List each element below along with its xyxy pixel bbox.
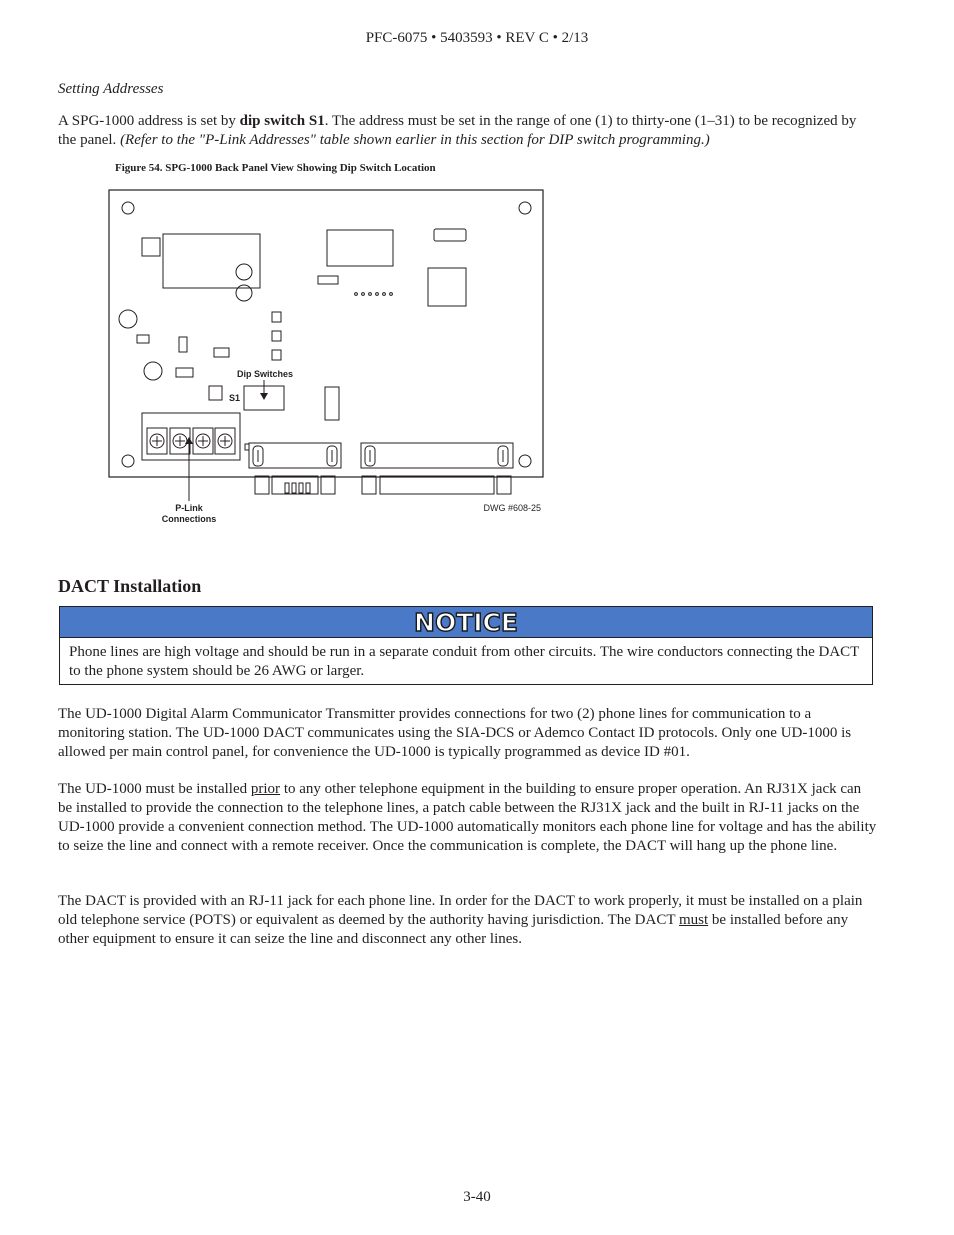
spg1000-back-panel-diagram: [100, 188, 560, 533]
plink-label-line2: Connections: [161, 514, 217, 524]
component: [428, 268, 466, 306]
dact-paragraph-1: The UD-1000 Digital Alarm Communicator Transmitter provides connections for two (2) phone lines for communication to a monitoring station. The UD-1000 DACT communicates using the SIA-DCS or Ademco Contact ID protocols. Only one UD-1000 is allowed per main control panel, for convenience the UD-1000 is typically programmed as device ID #01.: [58, 706, 852, 760]
figure-caption: Figure 54. SPG-1000 Back Panel View Showing Dip Switch Location: [115, 162, 436, 174]
dact-installation-heading: DACT Installation: [58, 576, 202, 596]
notice-box: [59, 606, 873, 685]
p3-underline: must: [678, 912, 709, 928]
p3-text-2: be installed before any other equipment to ensure it can seize the line and disconnect any other lines.: [58, 912, 849, 947]
component: [272, 350, 281, 360]
notice-title: NOTICE: [414, 607, 518, 637]
component: [318, 276, 338, 284]
component: [179, 337, 187, 352]
addr-text-italic: (Refer to the "P-Link Addresses" table shown earlier in this section for DIP switch programming.): [120, 132, 710, 148]
notice-banner: [60, 607, 872, 638]
addr-text-bold: dip switch S1: [239, 113, 325, 129]
component: [209, 386, 222, 400]
notice-text: Phone lines are high voltage and should be run in a separate conduit from other circuits. The wire conductors connecting the DACT to the phone system should be 26 AWG or larger.: [69, 644, 860, 679]
mounting-hole: [519, 455, 531, 467]
component: [142, 238, 160, 256]
setting-addresses-paragraph: [58, 112, 878, 150]
component-circle: [236, 264, 252, 280]
p2-underline: prior: [250, 781, 281, 797]
page-number: 3-40: [463, 1189, 491, 1205]
component: [434, 229, 466, 241]
component: [214, 348, 229, 357]
component: [176, 368, 193, 377]
component: [272, 312, 281, 322]
s1-label: S1: [229, 393, 241, 403]
db-connector-right: [361, 443, 513, 468]
component: [325, 387, 339, 420]
drawing-number: DWG #608-25: [483, 503, 541, 513]
p2-text-2: to any other telephone equipment in the building to ensure proper operation. An RJ31X jack can be installed to provide the connection to the telephone lines, a patch cable between the RJ31X jack and the built in RJ-11 jacks on the UD-1000 provide a convenient connection method. The UD-1000 automatically monitors each phone line for voltage and has the ability to seize the line and connect with a remote receiver. Once the communication is complete, the DACT will hang up the phone line.: [58, 781, 877, 854]
mounting-hole: [122, 455, 134, 467]
mounting-hole: [122, 202, 134, 214]
dact-paragraph-2: [58, 780, 878, 856]
plink-label-line1: P-Link: [175, 503, 203, 513]
board-outline: [109, 190, 543, 477]
dip-switches-label: Dip Switches: [236, 369, 294, 379]
component: [327, 230, 393, 266]
page-header: PFC-6075 • 5403593 • REV C • 2/13: [365, 30, 589, 46]
setting-addresses-heading: Setting Addresses: [58, 81, 164, 97]
p2-text-1: The UD-1000 must be installed: [58, 781, 251, 797]
component-circle: [144, 362, 162, 380]
addr-text-2: . The address must be set in the range of one (1) to thirty-one (1–31) to be recognized by the panel.: [58, 113, 857, 148]
p3-text-1: The DACT is provided with an RJ-11 jack for each phone line. In order for the DACT to work properly, it must be installed on a plain old telephone service (POTS) or equivalent as deemed by the authority having jurisdiction. The DACT: [58, 893, 863, 928]
component: [272, 331, 281, 341]
addr-text-1: A SPG-1000 address is set by: [58, 113, 240, 129]
component-circle: [236, 285, 252, 301]
dact-paragraph-3: [58, 892, 878, 949]
component-circle: [119, 310, 137, 328]
mounting-hole: [519, 202, 531, 214]
component: [137, 335, 149, 343]
